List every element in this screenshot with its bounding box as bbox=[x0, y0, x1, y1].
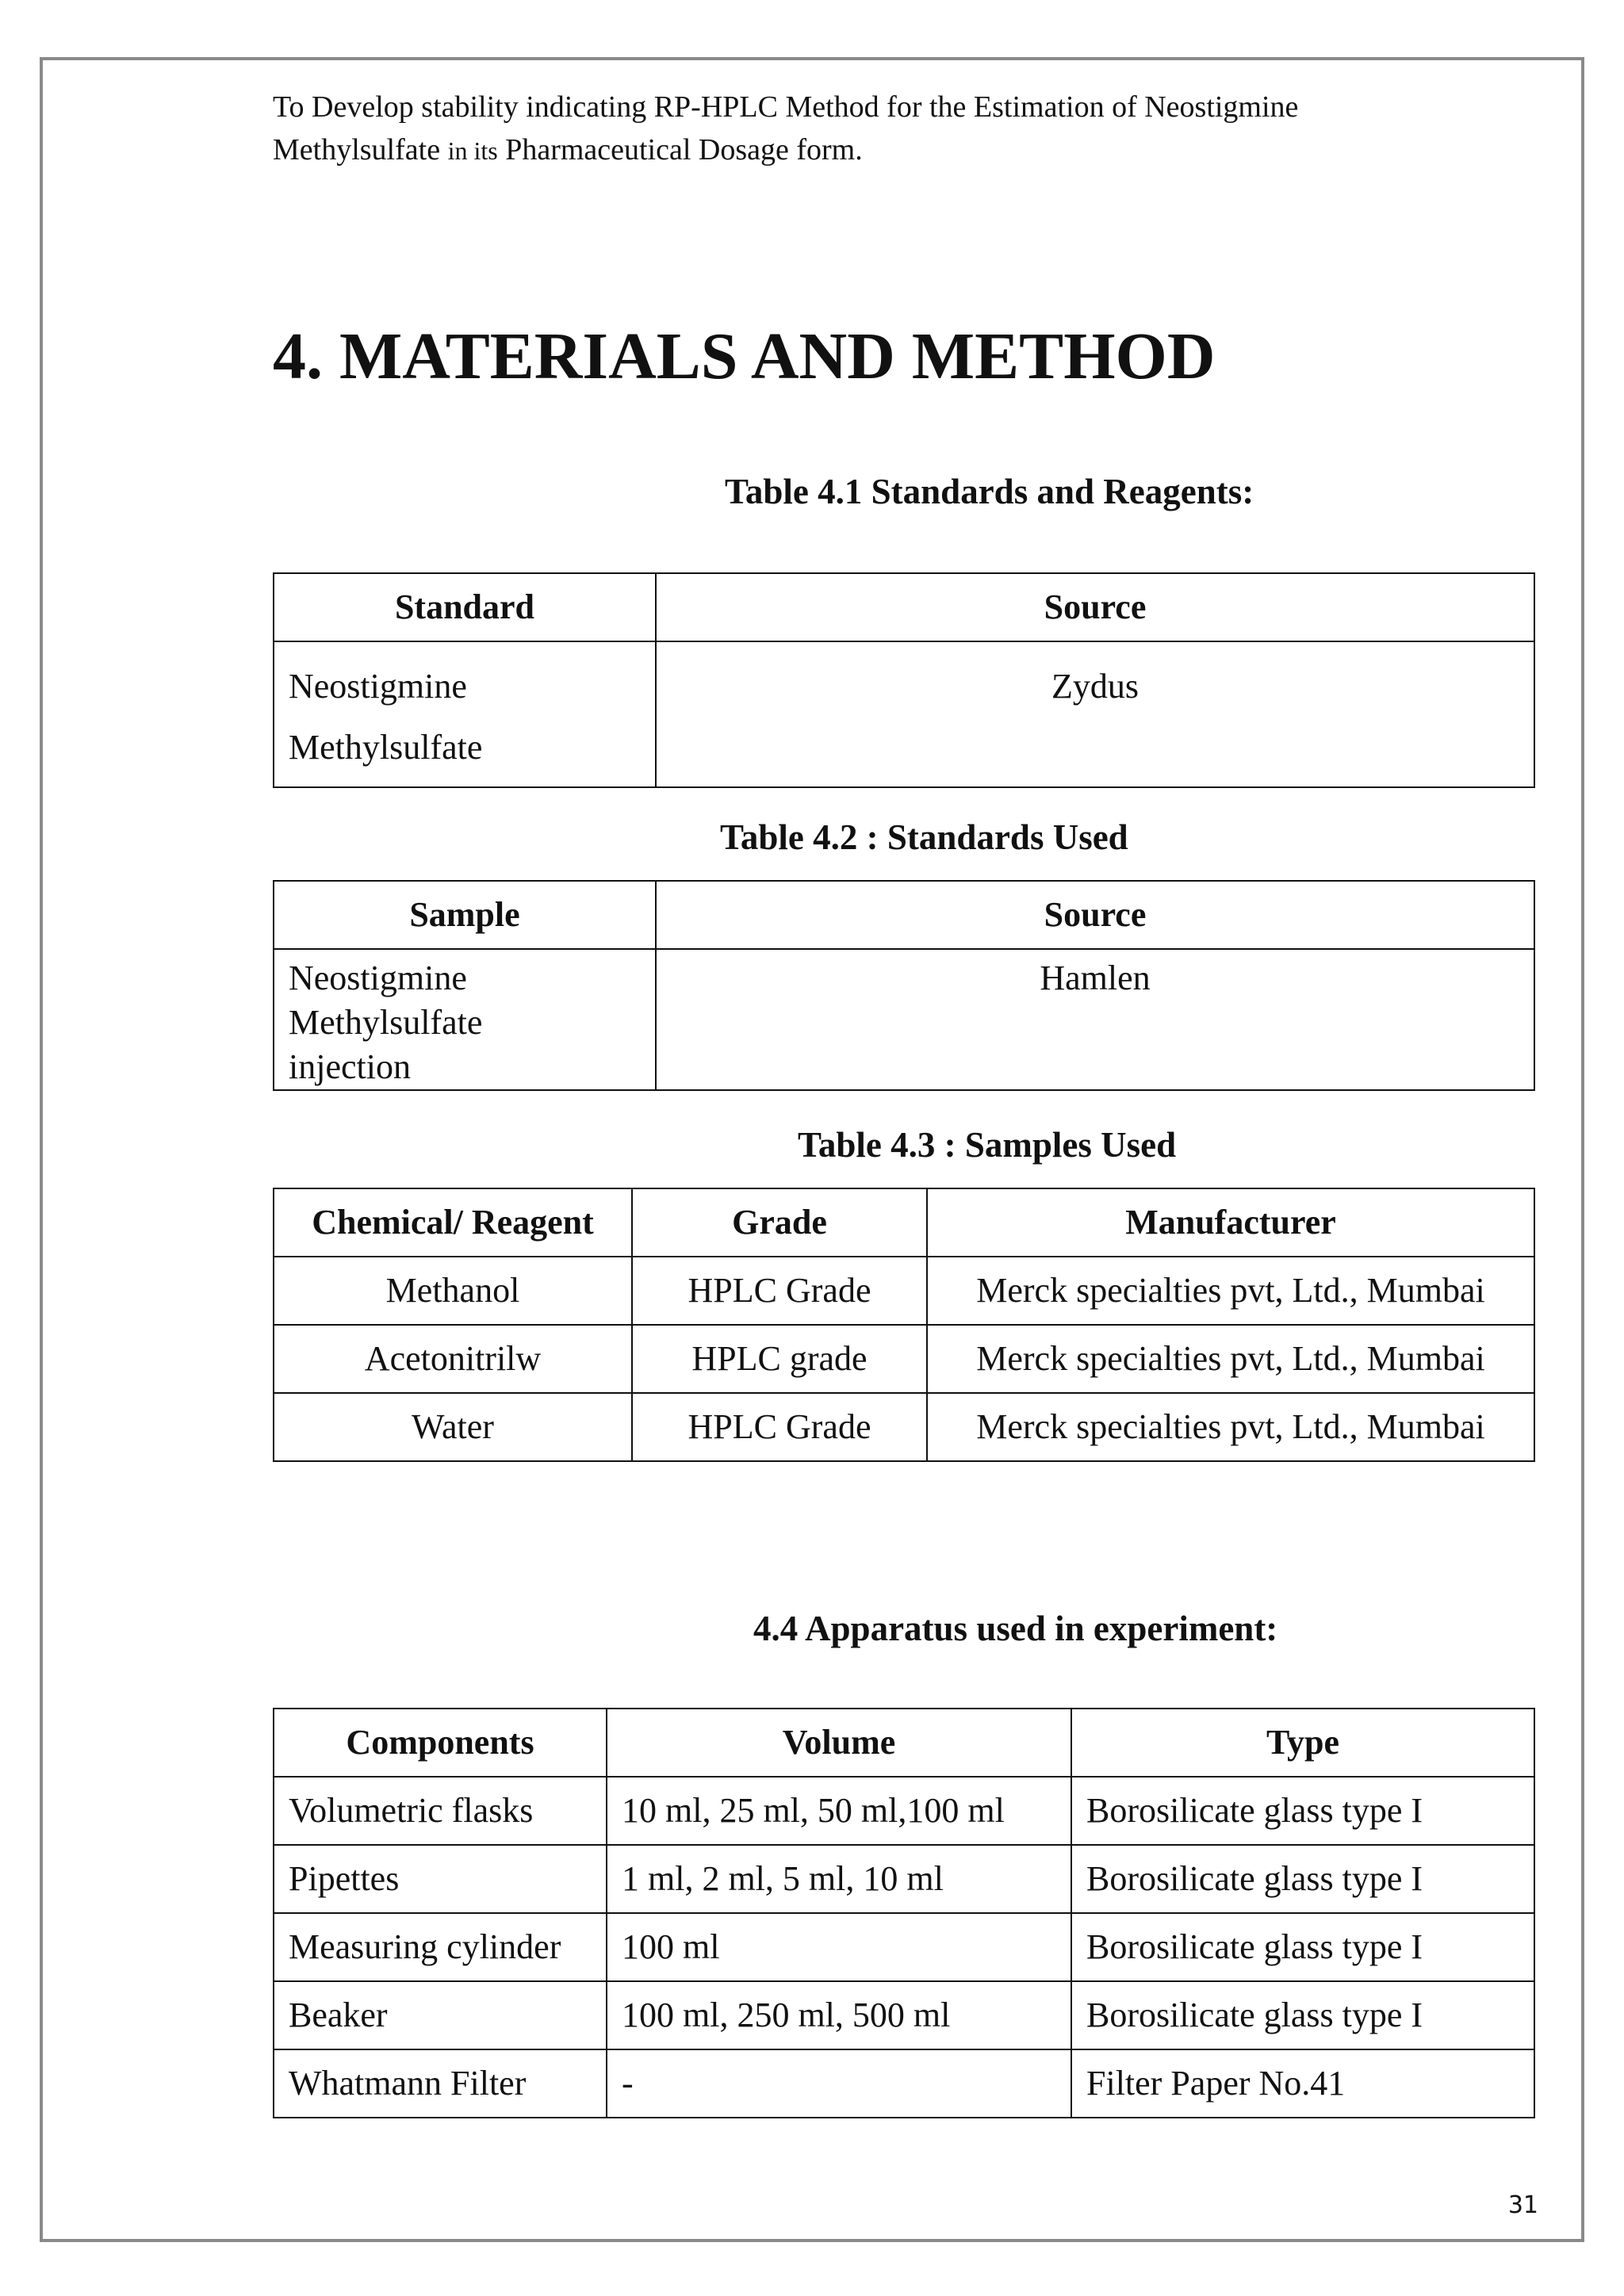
table-cell: 10 ml, 25 ml, 50 ml,100 ml bbox=[607, 1777, 1071, 1845]
table-4-2-caption: Table 4.2 : Standards Used bbox=[720, 817, 1128, 857]
table-cell: Zydus bbox=[656, 641, 1534, 787]
table-row bbox=[274, 2049, 1534, 2118]
running-header bbox=[273, 86, 1542, 172]
running-header-part-a: Methylsulfate bbox=[273, 133, 441, 166]
table-cell: Borosilicate glass type I bbox=[1071, 1845, 1534, 1913]
table-cell: Whatmann Filter bbox=[274, 2049, 607, 2118]
table-cell: 100 ml, 250 ml, 500 ml bbox=[607, 1981, 1071, 2049]
table-header-row bbox=[274, 573, 1534, 641]
table-cell: Merck specialties pvt, Ltd., Mumbai bbox=[927, 1257, 1534, 1325]
table-cell: HPLC Grade bbox=[632, 1393, 927, 1461]
apparatus-table bbox=[273, 1708, 1535, 2118]
column-header: Source bbox=[656, 881, 1534, 949]
chapter-title: 4. MATERIALS AND METHOD bbox=[273, 320, 1216, 393]
table-cell: 1 ml, 2 ml, 5 ml, 10 ml bbox=[607, 1845, 1071, 1913]
column-header: Chemical/ Reagent bbox=[274, 1188, 632, 1257]
column-header: Source bbox=[656, 573, 1534, 641]
table-cell: Borosilicate glass type I bbox=[1071, 1913, 1534, 1981]
table-cell: Merck specialties pvt, Ltd., Mumbai bbox=[927, 1325, 1534, 1393]
table-cell: - bbox=[607, 2049, 1071, 2118]
running-header-part-c: Pharmaceutical Dosage form. bbox=[505, 133, 863, 166]
column-header: Standard bbox=[274, 573, 656, 641]
table-row bbox=[274, 949, 1534, 1090]
table-4-2 bbox=[273, 880, 1535, 1091]
cell-line: injection bbox=[289, 1047, 411, 1086]
table-header-row bbox=[274, 881, 1534, 949]
table-cell: Measuring cylinder bbox=[274, 1913, 607, 1981]
table-row bbox=[274, 1913, 1534, 1981]
apparatus-caption: 4.4 Apparatus used in experiment: bbox=[753, 1609, 1278, 1648]
table-cell: Merck specialties pvt, Ltd., Mumbai bbox=[927, 1393, 1534, 1461]
column-header: Components bbox=[274, 1709, 607, 1777]
table-header-row bbox=[274, 1709, 1534, 1777]
table-cell: Beaker bbox=[274, 1981, 607, 2049]
cell-line: Methylsulfate bbox=[289, 728, 483, 767]
table-row bbox=[274, 1845, 1534, 1913]
table-4-1-caption: Table 4.1 Standards and Reagents: bbox=[725, 472, 1254, 511]
table-cell: Borosilicate glass type I bbox=[1071, 1981, 1534, 2049]
column-header: Grade bbox=[632, 1188, 927, 1257]
table-cell: Methanol bbox=[274, 1257, 632, 1325]
page-number: 31 bbox=[1507, 2191, 1538, 2219]
table-row bbox=[274, 1981, 1534, 2049]
cell-line: Neostigmine bbox=[289, 959, 467, 997]
table-cell: Water bbox=[274, 1393, 632, 1461]
column-header: Volume bbox=[607, 1709, 1071, 1777]
table-cell: Acetonitrilw bbox=[274, 1325, 632, 1393]
table-row bbox=[274, 1325, 1534, 1393]
table-cell bbox=[274, 641, 656, 787]
table-cell: HPLC Grade bbox=[632, 1257, 927, 1325]
table-cell: Volumetric flasks bbox=[274, 1777, 607, 1845]
table-4-3-caption: Table 4.3 : Samples Used bbox=[798, 1125, 1177, 1165]
table-row bbox=[274, 1777, 1534, 1845]
table-cell bbox=[274, 949, 656, 1090]
table-4-3 bbox=[273, 1188, 1535, 1462]
table-row bbox=[274, 1257, 1534, 1325]
running-header-part-b: in its bbox=[447, 136, 498, 165]
table-row bbox=[274, 1393, 1534, 1461]
table-cell: Hamlen bbox=[656, 949, 1534, 1090]
column-header: Type bbox=[1071, 1709, 1534, 1777]
cell-line: Neostigmine bbox=[289, 667, 467, 706]
column-header: Sample bbox=[274, 881, 656, 949]
table-header-row bbox=[274, 1188, 1534, 1257]
cell-line: Methylsulfate bbox=[289, 1003, 483, 1042]
table-cell: Filter Paper No.41 bbox=[1071, 2049, 1534, 2118]
table-cell: Pipettes bbox=[274, 1845, 607, 1913]
running-header-line-1: To Develop stability indicating RP-HPLC Method for the Estimation of Neostigmine bbox=[273, 90, 1299, 124]
table-4-1 bbox=[273, 572, 1535, 788]
column-header: Manufacturer bbox=[927, 1188, 1534, 1257]
table-cell: Borosilicate glass type I bbox=[1071, 1777, 1534, 1845]
table-row bbox=[274, 641, 1534, 787]
table-cell: 100 ml bbox=[607, 1913, 1071, 1981]
table-cell: HPLC grade bbox=[632, 1325, 927, 1393]
running-header-line-2 bbox=[273, 128, 1542, 172]
